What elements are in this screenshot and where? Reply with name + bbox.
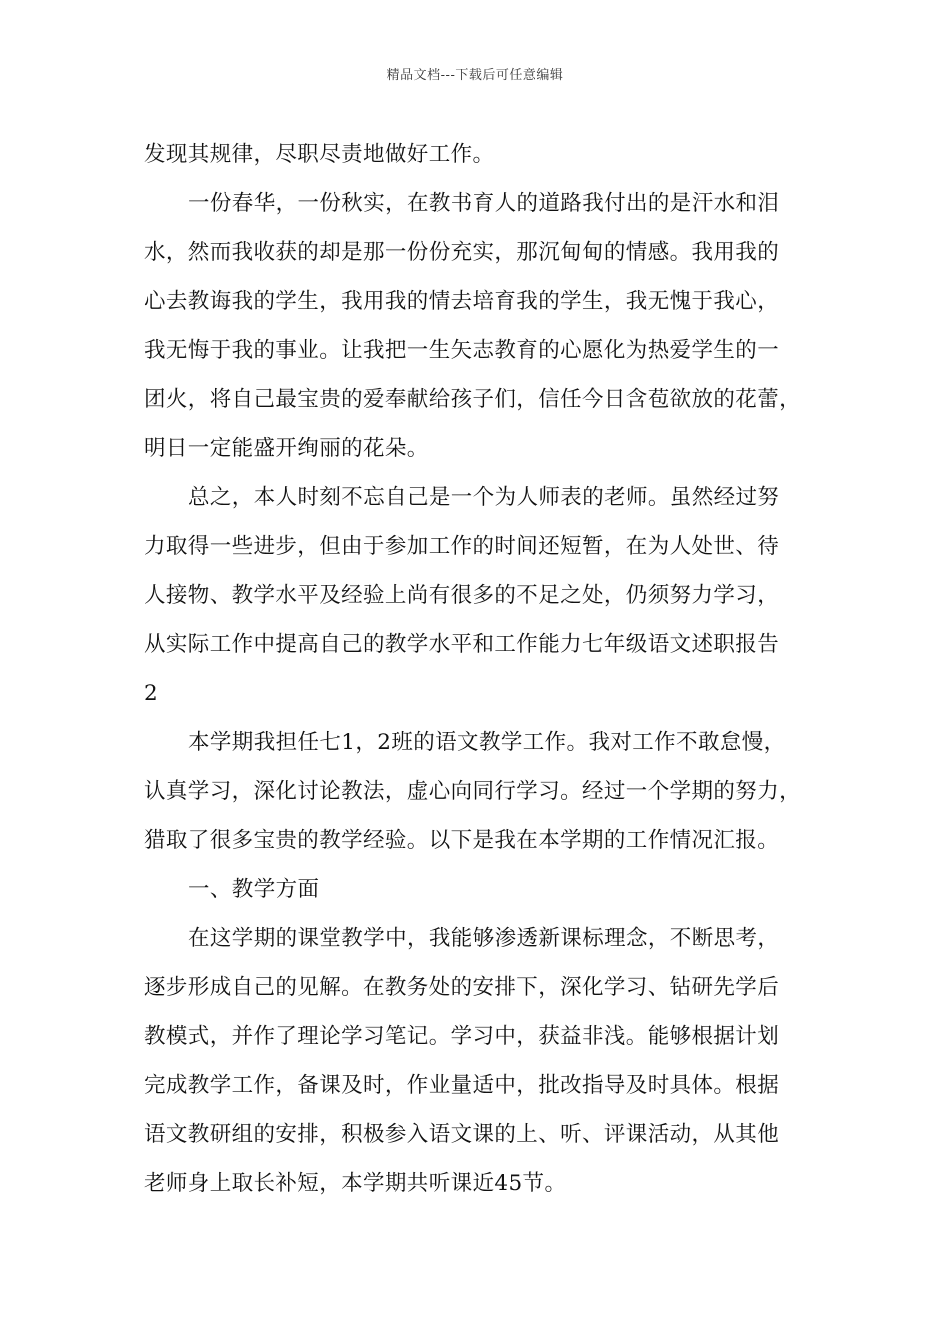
text-line: 教模式，并作了理论学习笔记。学习中，获益非浅。能够根据计划 (144, 1024, 780, 1049)
text-line: 完成教学工作，备课及时，作业量适中，批改指导及时具体。根据 (144, 1073, 780, 1098)
text-line: 在这学期的课堂教学中，我能够渗透新课标理念，不断思考， (188, 926, 780, 951)
text-line: 认真学习，深化讨论教法，虚心向同行学习。经过一个学期的努力， (144, 779, 802, 804)
text-line: 明日一定能盛开绚丽的花朵。 (144, 436, 429, 461)
text-line: 2 (144, 681, 159, 706)
section-heading: 一、教学方面 (188, 877, 320, 902)
text-line: 团火，将自己最宝贵的爱奉献给孩子们，信任今日含苞欲放的花蕾， (144, 387, 802, 412)
text-line: 总之，本人时刻不忘自己是一个为人师表的老师。虽然经过努 (188, 485, 780, 510)
page-header: 精品文档---下载后可任意编辑 (386, 68, 564, 83)
text-line: 语文教研组的安排，积极参入语文课的上、听、评课活动，从其他 (144, 1122, 780, 1147)
text-line: 心去教诲我的学生，我用我的情去培育我的学生，我无愧于我心， (144, 289, 780, 314)
text-line: 发现其规律，尽职尽责地做好工作。 (144, 142, 495, 167)
text-line: 逐步形成自己的见解。在教务处的安排下，深化学习、钻研先学后 (144, 975, 780, 1000)
text-line: 我无悔于我的事业。让我把一生矢志教育的心愿化为热爱学生的一 (144, 338, 780, 363)
text-line: 水，然而我收获的却是那一份份充实，那沉甸甸的情感。我用我的 (144, 240, 780, 265)
document-body (144, 130, 824, 1208)
text-line: 猎取了很多宝贵的教学经验。以下是我在本学期的工作情况汇报。 (144, 828, 780, 853)
text-line: 本学期我担任七1，2班的语文教学工作。我对工作不敢怠慢， (188, 730, 786, 755)
text-line: 一份春华，一份秋实，在教书育人的道路我付出的是汗水和泪 (188, 191, 780, 216)
text-line: 人接物、教学水平及经验上尚有很多的不足之处，仍须努力学习， (144, 583, 780, 608)
text-line: 从实际工作中提高自己的教学水平和工作能力七年级语文述职报告 (144, 632, 780, 657)
text-line: 老师身上取长补短，本学期共听课近45节。 (144, 1171, 567, 1196)
text-line: 力取得一些进步，但由于参加工作的时间还短暂，在为人处世、待 (144, 534, 780, 559)
